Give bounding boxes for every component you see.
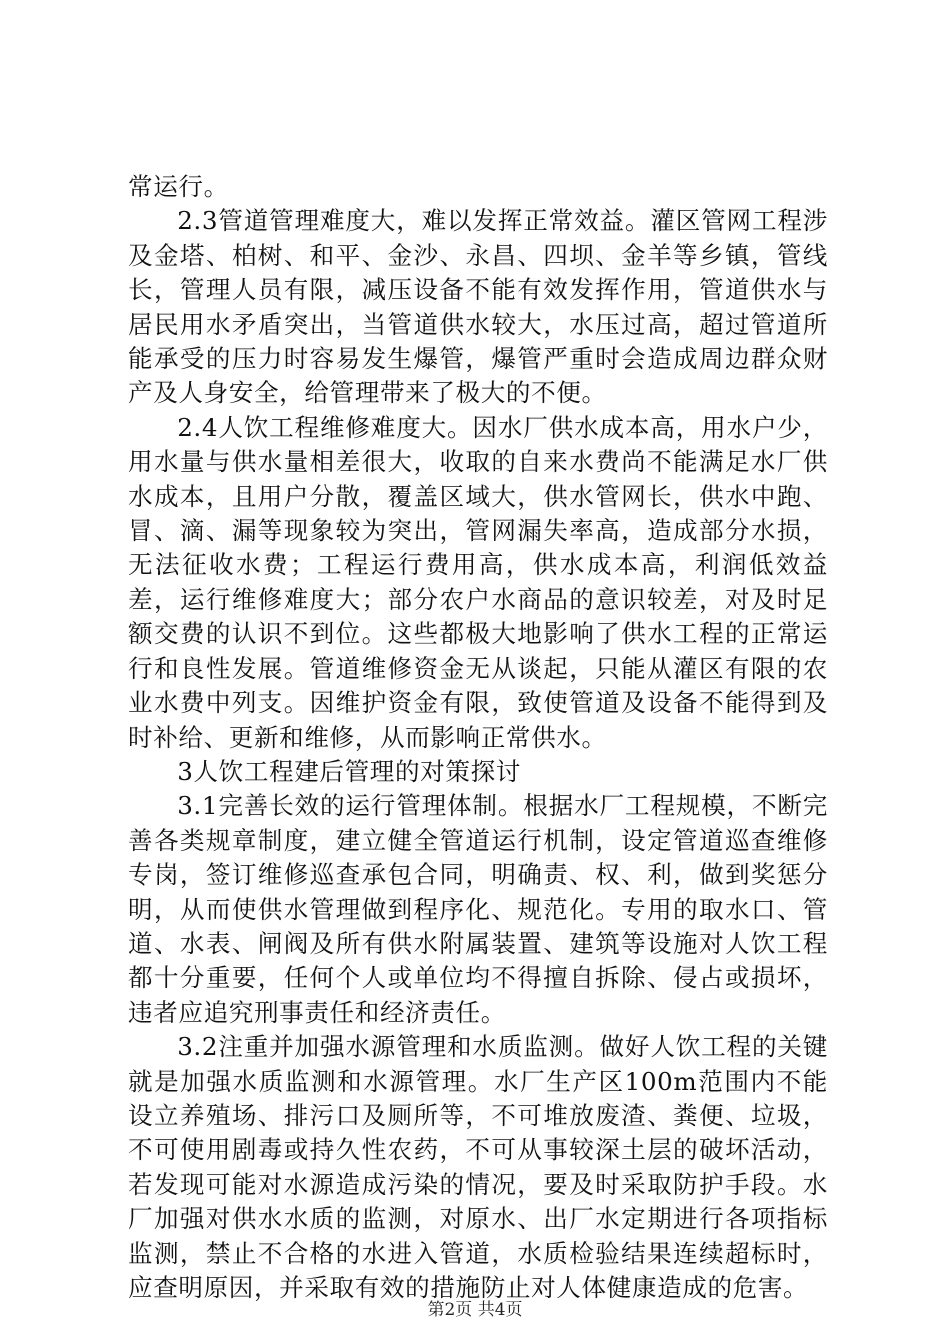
page-footer: 第2页 共4页	[427, 1300, 523, 1320]
paragraph-continuation: 常运行。	[128, 172, 229, 201]
paragraph-section-3-2: 3.2注重并加强水源管理和水质监测。做好人饮工程的关键就是加强水质监测和水源管理。水厂生产区100m范围内不能设立养殖场、排污口及厕所等，不可堆放废渣、粪便、垃圾，不可使用剧毒或持久性农药，不可从事较深土层的破坏活动，若发现可能对水源造成污染的情况，要及时采取防护手段。水厂加强对供水水质的监测，对原水、出厂水定期进行各项指标监测，禁止不合格的水进入管道，水质检验结果连续超标时，应查明原因，并采取有效的措施防止对人体健康造成的危害。	[128, 1032, 828, 1302]
document-body	[128, 170, 828, 1305]
section-heading-3: 3人饮工程建后管理的对策探讨	[177, 756, 521, 786]
paragraph-section-2-4: 2.4人饮工程维修难度大。因水厂供水成本高，用水户少，用水量与供水量相差很大，收取的自来水费尚不能满足水厂供水成本，且用户分散，覆盖区域大，供水管网长，供水中跑、冒、滴、漏等现象较为突出，管网漏失率高，造成部分水损，无法征收水费；工程运行费用高，供水成本高，利润低效益差，运行维修难度大；部分农户水商品的意识较差，对及时足额交费的认识不到位。这些都极大地影响了供水工程的正常运行和良性发展。管道维修资金无从谈起，只能从灌区有限的农业水费中列支。因维护资金有限，致使管道及设备不能得到及时补给、更新和维修，从而影响正常供水。	[128, 412, 828, 752]
paragraph-section-3-1: 3.1完善长效的运行管理体制。根据水厂工程规模，不断完善各类规章制度，建立健全管道运行机制，设定管道巡查维修专岗，签订维修巡查承包合同，明确责、权、利，做到奖惩分明，从而使供水管理做到程序化、规范化。专用的取水口、管道、水表、闸阀及所有供水附属装置、建筑等设施对人饮工程都十分重要，任何个人或单位均不得擅自拆除、侵占或损坏，违者应追究刑事责任和经济责任。	[128, 791, 828, 1027]
paragraph-section-2-3: 2.3管道管理难度大，难以发挥正常效益。灌区管网工程涉及金塔、柏树、和平、金沙、永昌、四坝、金羊等乡镇，管线长，管理人员有限，减压设备不能有效发挥作用，管道供水与居民用水矛盾突出，当管道供水较大，水压过高，超过管道所能承受的压力时容易发生爆管，爆管严重时会造成周边群众财产及人身安全，给管理带来了极大的不便。	[128, 206, 828, 408]
